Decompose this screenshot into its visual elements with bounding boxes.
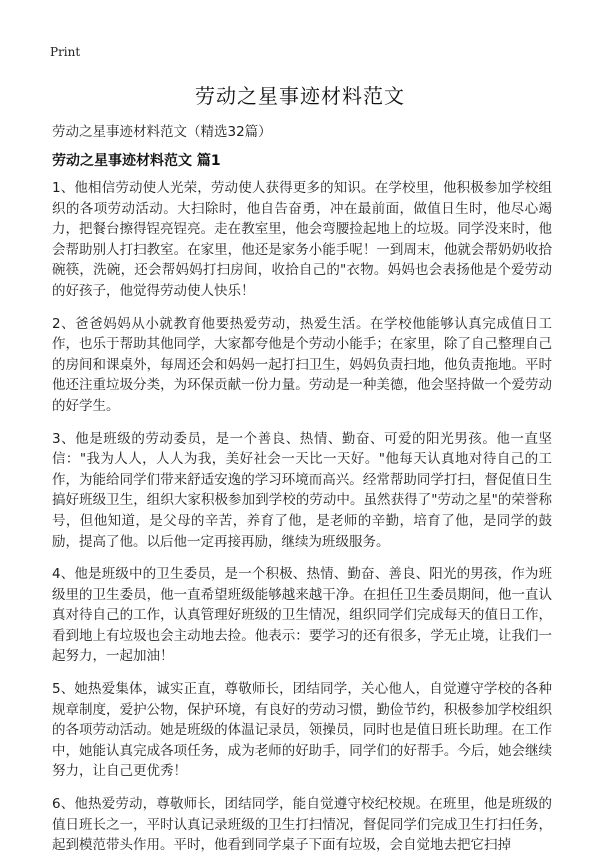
print-label: Print: [50, 45, 81, 59]
paragraph-3: 3、他是班级的劳动委员，是一个善良、热情、勤奋、可爱的阳光男孩。他一直坚信："我为人人，人人为我，美好社会一天比一天好。"他每天认真地对待自己的工作，为能给同学们带来舒适安逸的学习环境而高兴。经常帮助同学打扫，督促值日生搞好班级卫生，组织大家积极参加到学校的劳动中。虽然获得了"劳动之星"的荣誉称号，但他知道，是父母的辛苦，养育了他，是老师的辛勤，培育了他，是同学的鼓励，提高了他。以后他一定再接再励，继续为班级服务。: [52, 430, 552, 550]
paragraph-5: 5、她热爱集体，诚实正直，尊敬师长，团结同学，关心他人，自觉遵守学校的各种规章制度，爱护公物，保护环境，有良好的劳动习惯，勤俭节约，积极参加学校组织的各项劳动活动。她是班级的体温记录员，领操员，同时也是值日班长助理。在工作中，她能认真完成各项任务，成为老师的好助手，同学们的好帮手。今后，她会继续努力，让自己更优秀！: [52, 681, 552, 780]
section-heading: 劳动之星事迹材料范文 篇1: [52, 153, 221, 169]
document-subtitle: 劳动之星事迹材料范文（精选32篇）: [52, 124, 272, 140]
page-title: 劳动之星事迹材料范文: [195, 84, 405, 108]
paragraph-6: 6、他热爱劳动，尊敬师长，团结同学，能自觉遵守校纪校规。在班里，他是班级的值日班长之一，平时认真记录班级的卫生打扫情况，督促同学们完成卫生打扫任务，起到模范带头作用。平时，他看到同学桌子下面有垃圾，会自觉地去把它扫掉: [52, 796, 552, 854]
article-body: [52, 178, 552, 868]
paragraph-2: 2、爸爸妈妈从小就教育他要热爱劳动，热爱生活。在学校他能够认真完成值日工作，也乐于帮助其他同学，大家都夸他是个劳动小能手；在家里，除了自己整理自己的房间和课桌外，每周还会和妈妈一起打扫卫生，妈妈负责扫地，他负责拖地。平时他还注重垃圾分类，为环保贡献一份力量。劳动是一种美德，他会坚持做一个爱劳动的好学生。: [52, 315, 552, 414]
paragraph-4: 4、他是班级中的卫生委员，是一个积极、热情、勤奋、善良、阳光的男孩，作为班级里的卫生委员，他一直希望班级能够越来越干净。在担任卫生委员期间，他一直认真对待自己的工作，认真管理好班级的卫生情况，组织同学们完成每天的值日工作，看到地上有垃圾也会主动地去捡。他表示：要学习的还有很多，学无止境，让我们一起努力，一起加油！: [52, 566, 552, 665]
paragraph-1: 1、他相信劳动使人光荣，劳动使人获得更多的知识。在学校里，他积极参加学校组织的各项劳动活动。大扫除时，他自告奋勇，冲在最前面，做值日生时，他尽心竭力，把餐台擦得锃亮锃亮。走在教室里，他会弯腰捡起地上的垃圾。同学没来时，他会帮助别人打扫教室。在家里，他还是家务小能手呢！一到周末，他就会帮奶奶收拾碗筷，洗碗，还会帮妈妈打扫房间，收拾自己的"衣物。妈妈也会表扬他是个爱劳动的好孩子，他觉得劳动使人快乐！: [52, 180, 552, 299]
